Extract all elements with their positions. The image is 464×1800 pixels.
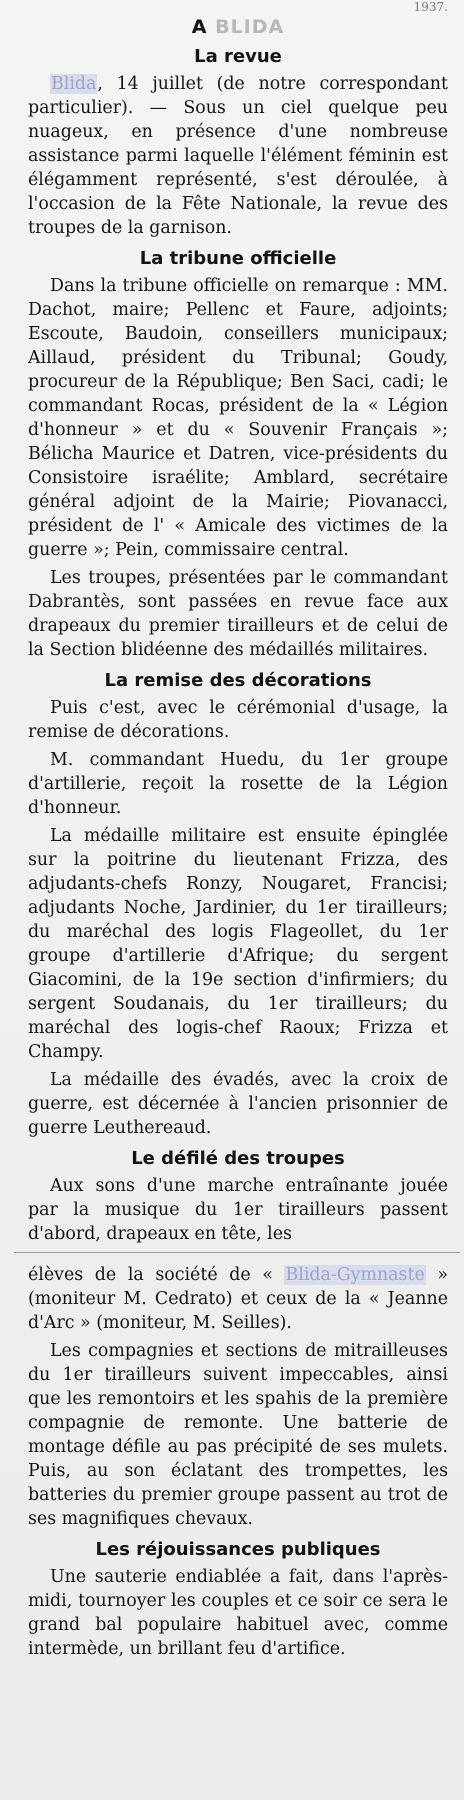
paragraph-evades: La médaille des évadés, avec la croix de guerre, est décernée à l'ancien prisonnier de guerre Leuthereaud. bbox=[28, 1070, 448, 1138]
paragraph-eleves bbox=[28, 1263, 448, 1335]
heading-defile: Le défilé des troupes bbox=[131, 1148, 345, 1169]
title-prefix: A bbox=[191, 16, 208, 38]
paragraph-medaille: La médaille militaire est ensuite épinglée sur la poitrine du lieutenant Frizza, des adjudants-chefs Ronzy, Nougaret, Francisi; adjudants Noche, Jardinier, du 1er tirailleurs; du maréchal des logis Flageollet, du 1er groupe d'artillerie d'Afrique; du sergent Giacomini, de la 19e section d'infirmiers; du sergent Soudanais, du 1er tirailleurs; du maréchal des logis-chef Raoux; Frizza et Champy. bbox=[28, 826, 448, 1062]
society-highlight: Blida-Gymnaste bbox=[285, 1265, 425, 1285]
paragraph-ceremonial: Puis c'est, avec le cérémonial d'usage, la remise de décorations. bbox=[28, 698, 448, 742]
paragraph-defile: Aux sons d'une marche entraînante jouée par la musique du 1er tirailleurs passent d'abord, drapeaux en tête, les bbox=[28, 1176, 448, 1244]
paragraph-huedu: M. commandant Huedu, du 1er groupe d'artillerie, reçoit la rosette de la Légion d'honneur. bbox=[28, 750, 448, 818]
title-place: BLIDA bbox=[215, 16, 285, 38]
article-title bbox=[28, 16, 448, 38]
paragraph-tribune: Dans la tribune officielle on remarque : MM. Dachot, maire; Pellenc et Faure, adjoints; Escoute, Baudoin, conseillers municipaux; Aillaud, président du Tribunal; Goudy, procureur de la République; Ben Saci, cadi; le commandant Rocas, président de la « Légion d'honneur » et du « Souvenir Français »; Bélicha Maurice et Datren, vice-présidents du Consistoire israélite; Amblard, secrétaire général adjoint de la Mairie; Piovanacci, président de l' « Amicale des victimes de la guerre »; Pein, commissaire central. bbox=[28, 276, 448, 560]
heading-decorations: La remise des décorations bbox=[104, 670, 372, 691]
paragraph-revue bbox=[28, 72, 448, 240]
heading-tribune: La tribune officielle bbox=[139, 248, 337, 269]
paragraph-compagnies: Les compagnies et sections de mitrailleuses du 1er tirailleurs suivent impeccables, ainsi que les remontoirs et les spahis de la première compagnie de remonte. Une batterie de montage défile au pas précipité de ses mulets. Puis, au son éclatant des trompettes, les batteries du premier groupe passent au trot de ses magnifiques chevaux. bbox=[28, 1341, 448, 1529]
eleves-text-before: élèves de la société de « bbox=[28, 1265, 285, 1285]
column-break bbox=[14, 1252, 460, 1253]
heading-la-revue: La revue bbox=[194, 46, 282, 67]
paragraph-rejouissances: Une sauterie endiablée a fait, dans l'après-midi, tournoyer les couples et ce soir ce sera le grand bal populaire habituel avec, comme intermède, un brillant feu d'artifice. bbox=[28, 1567, 448, 1659]
heading-rejouissances: Les réjouissances publiques bbox=[95, 1539, 381, 1560]
place-highlight: Blida bbox=[51, 74, 97, 94]
paragraph-text: , 14 juillet (de notre correspondant particulier). — Sous un ciel quelque peu nuageux, en présence d'une nombreuse assistance parmi laquelle l'élément féminin est élégamment représenté, s'est déroulée, à l'occasion de la Fête Nationale, la revue des troupes de la garnison. bbox=[28, 74, 448, 238]
paragraph-troupes: Les troupes, présentées par le commandant Dabrantès, sont passées en revue face aux drapeaux du premier tirailleurs et de celui de la Section blidéenne des médaillés militaires. bbox=[28, 568, 448, 660]
eleves-text-after: » (moniteur M. Cedrato) et ceux de la « Jeanne d'Arc » (moniteur, M. Seilles). bbox=[28, 1265, 448, 1333]
corner-mark: 1937. bbox=[413, 0, 448, 14]
